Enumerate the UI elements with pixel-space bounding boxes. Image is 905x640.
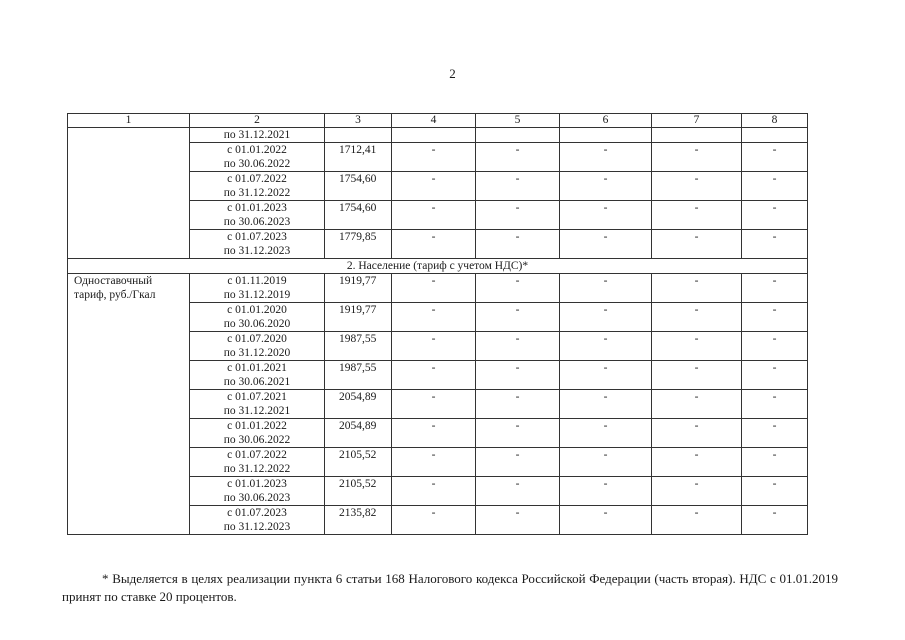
empty-value-cell: - xyxy=(392,419,476,448)
empty-value-cell: - xyxy=(742,201,808,230)
period-line: по 31.12.2021 xyxy=(223,129,291,141)
price-cell: 1987,55 xyxy=(325,332,392,361)
empty-value-cell: - xyxy=(652,477,742,506)
empty-value-cell: - xyxy=(652,390,742,419)
empty-value-cell: - xyxy=(742,274,808,303)
price-cell: 1754,60 xyxy=(325,172,392,201)
empty-value-cell: - xyxy=(476,201,560,230)
period-line: по 30.06.2022 xyxy=(223,158,291,170)
empty-value-cell: - xyxy=(652,419,742,448)
empty-value-cell: - xyxy=(476,332,560,361)
empty-value-cell: - xyxy=(742,143,808,172)
empty-value-cell xyxy=(476,128,560,143)
period-line: по 30.06.2023 xyxy=(223,216,291,228)
empty-value-cell: - xyxy=(560,332,652,361)
period-cell xyxy=(190,332,325,361)
empty-value-cell: - xyxy=(742,419,808,448)
period-line: с 01.07.2023 xyxy=(227,507,287,519)
empty-value-cell: - xyxy=(560,201,652,230)
empty-value-cell: - xyxy=(392,201,476,230)
empty-value-cell: - xyxy=(476,361,560,390)
period-line: по 30.06.2021 xyxy=(223,376,291,388)
empty-value-cell: - xyxy=(392,172,476,201)
period-line: с 01.07.2020 xyxy=(227,333,287,345)
period-line: по 31.12.2019 xyxy=(223,289,291,301)
period-cell xyxy=(190,448,325,477)
empty-value-cell: - xyxy=(392,506,476,535)
column-header: 6 xyxy=(560,114,652,128)
period-line: с 01.07.2022 xyxy=(227,173,287,185)
column-header: 8 xyxy=(742,114,808,128)
column-header: 7 xyxy=(652,114,742,128)
period-cell xyxy=(190,230,325,259)
empty-value-cell: - xyxy=(560,230,652,259)
footnote: * Выделяется в целях реализации пункта 6 статьи 168 Налогового кодекса Российской Федерации (часть вторая). НДС с 01.01.2019 принят по ставке 20 процентов. xyxy=(62,571,838,604)
empty-value-cell: - xyxy=(560,274,652,303)
empty-value-cell: - xyxy=(742,448,808,477)
empty-value-cell: - xyxy=(476,172,560,201)
period-line: с 01.07.2023 xyxy=(227,231,287,243)
empty-value-cell: - xyxy=(392,477,476,506)
column-header: 4 xyxy=(392,114,476,128)
empty-value-cell: - xyxy=(560,143,652,172)
period-line: по 31.12.2022 xyxy=(223,187,291,199)
period-cell xyxy=(190,477,325,506)
table-row xyxy=(68,128,808,143)
empty-value-cell: - xyxy=(560,172,652,201)
table-row xyxy=(68,274,808,303)
empty-value-cell xyxy=(652,128,742,143)
empty-value-cell: - xyxy=(652,506,742,535)
empty-value-cell: - xyxy=(742,477,808,506)
period-line: с 01.01.2023 xyxy=(227,478,287,490)
empty-value-cell: - xyxy=(742,390,808,419)
empty-value-cell: - xyxy=(652,143,742,172)
empty-value-cell: - xyxy=(560,477,652,506)
period-cell xyxy=(190,303,325,332)
period-line: с 01.11.2019 xyxy=(227,275,287,287)
empty-value-cell: - xyxy=(392,303,476,332)
price-cell: 2135,82 xyxy=(325,506,392,535)
category-line: Одноставочный xyxy=(74,275,153,287)
empty-value-cell: - xyxy=(392,230,476,259)
price-cell: 1712,41 xyxy=(325,143,392,172)
empty-value-cell: - xyxy=(476,143,560,172)
empty-value-cell: - xyxy=(652,172,742,201)
column-header: 5 xyxy=(476,114,560,128)
empty-value-cell: - xyxy=(652,361,742,390)
price-cell: 2054,89 xyxy=(325,419,392,448)
empty-value-cell: - xyxy=(560,419,652,448)
column-number-row xyxy=(68,114,808,128)
period-cell xyxy=(190,128,325,143)
empty-value-cell: - xyxy=(392,332,476,361)
empty-value-cell: - xyxy=(652,448,742,477)
period-line: по 31.12.2023 xyxy=(223,521,291,533)
empty-value-cell: - xyxy=(652,303,742,332)
empty-value-cell: - xyxy=(742,506,808,535)
price-cell xyxy=(325,128,392,143)
period-line: по 31.12.2023 xyxy=(223,245,291,257)
period-cell xyxy=(190,143,325,172)
empty-value-cell: - xyxy=(476,274,560,303)
price-cell: 1919,77 xyxy=(325,303,392,332)
empty-value-cell: - xyxy=(560,303,652,332)
period-line: с 01.01.2020 xyxy=(227,304,287,316)
price-cell: 2105,52 xyxy=(325,477,392,506)
period-cell xyxy=(190,390,325,419)
empty-value-cell: - xyxy=(392,143,476,172)
period-line: по 31.12.2022 xyxy=(223,463,291,475)
period-line: с 01.01.2023 xyxy=(227,202,287,214)
empty-value-cell xyxy=(392,128,476,143)
empty-value-cell: - xyxy=(652,201,742,230)
empty-value-cell: - xyxy=(476,303,560,332)
tariff-table xyxy=(67,113,808,535)
period-cell xyxy=(190,506,325,535)
page-number: 2 xyxy=(449,66,456,81)
category-cell-continued xyxy=(68,128,190,259)
price-cell: 1754,60 xyxy=(325,201,392,230)
empty-value-cell: - xyxy=(742,230,808,259)
category-line: тариф, руб./Гкал xyxy=(74,289,156,301)
empty-value-cell: - xyxy=(560,448,652,477)
period-cell xyxy=(190,419,325,448)
price-cell: 1919,77 xyxy=(325,274,392,303)
empty-value-cell: - xyxy=(652,274,742,303)
period-line: с 01.01.2022 xyxy=(227,144,287,156)
table-body xyxy=(68,128,808,535)
period-line: с 01.07.2022 xyxy=(227,449,287,461)
price-cell: 1987,55 xyxy=(325,361,392,390)
period-line: по 31.12.2021 xyxy=(223,405,291,417)
period-line: по 30.06.2023 xyxy=(223,492,291,504)
section-heading-row xyxy=(68,259,808,274)
period-line: с 01.07.2021 xyxy=(227,391,287,403)
period-line: по 31.12.2020 xyxy=(223,347,291,359)
empty-value-cell: - xyxy=(476,390,560,419)
period-cell xyxy=(190,172,325,201)
period-line: с 01.01.2021 xyxy=(227,362,287,374)
empty-value-cell: - xyxy=(742,361,808,390)
empty-value-cell: - xyxy=(476,477,560,506)
empty-value-cell: - xyxy=(476,506,560,535)
empty-value-cell: - xyxy=(742,332,808,361)
empty-value-cell: - xyxy=(560,506,652,535)
category-cell xyxy=(68,274,190,535)
empty-value-cell: - xyxy=(742,303,808,332)
period-line: с 01.01.2022 xyxy=(227,420,287,432)
empty-value-cell: - xyxy=(560,390,652,419)
column-header: 1 xyxy=(68,114,190,128)
empty-value-cell: - xyxy=(392,448,476,477)
empty-value-cell: - xyxy=(392,361,476,390)
empty-value-cell: - xyxy=(392,274,476,303)
empty-value-cell: - xyxy=(476,448,560,477)
period-cell xyxy=(190,361,325,390)
empty-value-cell: - xyxy=(560,361,652,390)
price-cell: 2054,89 xyxy=(325,390,392,419)
price-cell: 2105,52 xyxy=(325,448,392,477)
period-line: по 30.06.2020 xyxy=(223,318,291,330)
section-title: 2. Население (тариф с учетом НДС)* xyxy=(68,259,808,274)
empty-value-cell: - xyxy=(476,419,560,448)
empty-value-cell xyxy=(560,128,652,143)
period-cell xyxy=(190,274,325,303)
column-header: 3 xyxy=(325,114,392,128)
empty-value-cell: - xyxy=(652,230,742,259)
empty-value-cell: - xyxy=(742,172,808,201)
price-cell: 1779,85 xyxy=(325,230,392,259)
column-header: 2 xyxy=(190,114,325,128)
empty-value-cell: - xyxy=(652,332,742,361)
period-line: по 30.06.2022 xyxy=(223,434,291,446)
empty-value-cell: - xyxy=(476,230,560,259)
empty-value-cell xyxy=(742,128,808,143)
period-cell xyxy=(190,201,325,230)
empty-value-cell: - xyxy=(392,390,476,419)
